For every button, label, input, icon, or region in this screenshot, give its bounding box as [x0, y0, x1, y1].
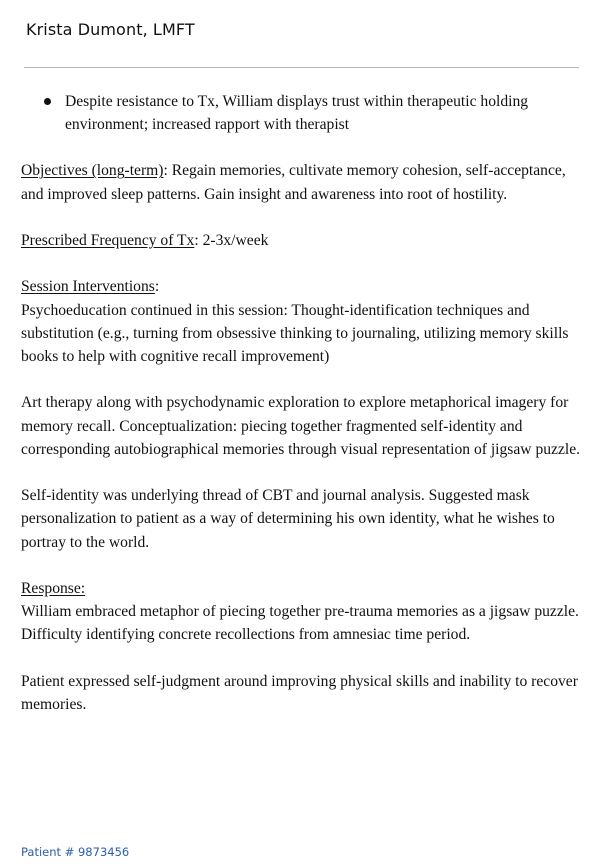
bullet-icon	[44, 98, 51, 105]
response-paragraph: Patient expressed self-judgment around improving physical skills and inability to recover memories.	[21, 672, 578, 713]
clinician-name: Krista Dumont, LMFT	[26, 20, 195, 39]
interventions-paragraph: Self-identity was underlying thread of CBT and journal analysis. Suggested mask personalization to patient as a way of determining his own identity, what he wishes to portray to the world.	[21, 487, 555, 551]
frequency-text: 2-3x/week	[202, 232, 269, 249]
frequency-separator: :	[194, 232, 203, 249]
bullet-text: Despite resistance to Tx, William displays trust within therapeutic holding environment; increased rapport with therapist	[65, 93, 529, 134]
response-section	[21, 577, 581, 647]
objectives-separator: :	[163, 162, 172, 180]
patient-number: Patient # 9873456	[21, 845, 130, 859]
interventions-section	[21, 275, 581, 368]
interventions-paragraph: Psychoeducation continued in this session: Thought-identification techniques and substitution (e.g., turning from obsessive thinking to journaling, utilizing memory skills books to help with cognitive recall improvement)	[21, 301, 569, 365]
objectives-text: Regain memories, cultivate memory cohesion, self-acceptance, and improved sleep patterns. Gain insight and awareness into root of hostility.	[21, 162, 566, 203]
bullet-item	[21, 90, 581, 136]
response-paragraph: William embraced metaphor of piecing together pre-trauma memories as a jigsaw puzzle. Difficulty identifying concrete recollections from amnesiac time period.	[21, 603, 579, 644]
objectives-label: Objectives (long-term)	[21, 162, 164, 180]
interventions-paragraph: Art therapy along with psychodynamic exploration to explore metaphorical imagery for memory recall. Conceptualization: piecing together fragmented self-identity and corresponding autobiographical memories through visual representation of jigsaw puzzle.	[21, 394, 581, 458]
header-divider	[24, 67, 579, 68]
note-body	[21, 90, 581, 739]
frequency-section	[21, 229, 581, 252]
objectives-section	[21, 159, 581, 205]
frequency-label: Prescribed Frequency of Tx	[21, 232, 195, 249]
response-label: Response:	[21, 579, 86, 597]
interventions-separator: :	[154, 278, 160, 296]
interventions-label: Session Interventions	[21, 278, 155, 296]
